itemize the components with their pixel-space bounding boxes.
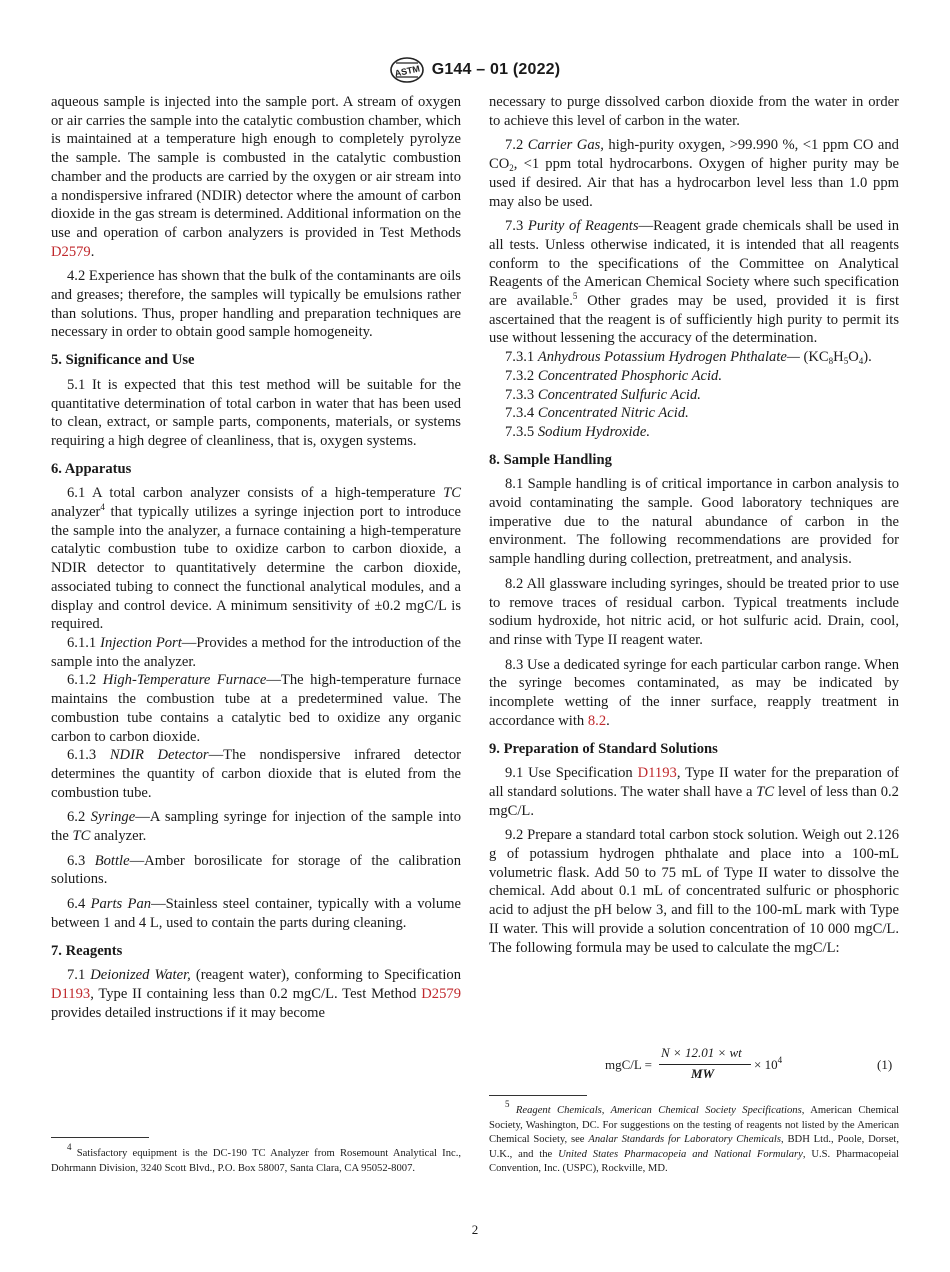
paragraph-6-2: 6.2 Syringe—A sampling syringe for injection of the sample into the TC analyzer. <box>51 809 462 845</box>
paragraph-7-2: 7.2 Carrier Gas, high-purity oxygen, >99.990 %, <1 ppm CO and $CO_2$, <1 ppm total hydrocarbons. Oxygen of higher purity may be used if desired. Air that has a hydrocarbon level less than 1.0 ppm may also be used. <box>489 137 899 210</box>
link-d1193[interactable]: D1193 <box>51 985 91 1002</box>
formula-equation-number: (1) <box>877 1057 893 1072</box>
footnote-divider-right <box>489 1095 587 1096</box>
heading-section-9: 9. Preparation of Standard Solutions <box>489 740 718 757</box>
footnote-4-marker[interactable]: 4 <box>100 502 105 513</box>
paragraph-6-1: 6.1 A total carbon analyzer consists of a high-temperature TC analyzer$^4$ that typically utilizes a syringe injection port to introduce the sample into the analyzer, a furnace containing a high-temperature catalytic combustion tube to oxidize carbon to carbon dioxide, a NDIR detector to quantitatively determine the carbon dioxide, associated tubing to connect the functional analytical modules, and a display and control device. A minimum sensitivity of ±0.2 mgC/L is required. <box>51 485 461 633</box>
heading-section-7: 7. Reagents <box>51 942 123 959</box>
paragraph-4-1-tail: aqueous sample is injected into the sample port. A stream of oxygen or air carries the sample into the catalytic combustion chamber, which is maintained at a temperature high enough to completely pyrolyze the sample. The sample is combusted in the catalytic combustion chamber and the products are carried by the oxygen or air stream into a nondispersive infrared (NDIR) detector where the amount of carbon dioxide in the gas stream is determined. Additional information on the use and operation of carbon analyzers is provided in Test Methods D2579. <box>51 94 461 260</box>
paragraph-6-4: 6.4 Parts Pan—Stainless steel container, typically with a volume between 1 and 4 L, used to contain the parts during cleaning. <box>51 896 461 931</box>
formula-denominator: MW <box>691 1066 715 1081</box>
page-header <box>0 56 950 84</box>
paragraph-7-3: 7.3 Purity of Reagents—Reagent grade chemicals shall be used in all tests. Unless otherwise indicated, it is intended that all reagents conform to the specifications of the Committee on Analytical Reagents of the American Chemical Society where such specification are available.$^5$ Other grades may be used, provided it is first ascertained that the reagent is of sufficiently high purity to permit its use without lessening the accuracy of the determination. <box>489 218 900 347</box>
paragraph-7-3-3: 7.3.3 Concentrated Sulfuric Acid. <box>505 386 701 403</box>
link-d2579[interactable]: D2579 <box>51 243 91 260</box>
paragraph-8-3: 8.3 Use a dedicated syringe for each particular carbon range. When the syringe becomes contaminated, as may be indicated by incomplete wetting of the inner surface, reapply treatment in accordance with 8.2. <box>489 656 899 729</box>
paragraph-9-1: 9.1 Use Specification D1193, Type II water for the preparation of all standard solutions. The water shall have a TC level of less than 0.2 mgC/L. <box>489 765 900 819</box>
right-column <box>489 93 899 963</box>
link-d2579-2[interactable]: D2579 <box>421 985 461 1002</box>
heading-section-8: 8. Sample Handling <box>489 451 612 468</box>
formula-fraction-bar <box>659 1064 751 1065</box>
svg-text:ASTM: ASTM <box>393 63 421 79</box>
paragraph-7-1: 7.1 Deionized Water, (reagent water), conforming to Specification D1193, Type II containing less than 0.2 mgC/L. Test Method D2579 provides detailed instructions if it may become <box>51 967 462 1021</box>
paragraph-7-1-tail: necessary to purge dissolved carbon dioxide from the water in order to achieve this level of carbon in the water. <box>489 94 899 129</box>
paragraph-6-1-3: 6.1.3 NDIR Detector—The nondispersive infrared detector determines the quantity of carbon dioxide that is eluted from the combustion tube. <box>51 747 461 801</box>
paragraph-8-1: 8.1 Sample handling is of critical importance in carbon analysis to avoid contaminating the sample. Good laboratory techniques are imperative due to the natural abundance of carbon in the environment. The following recommendations are provided for sample handling during collection, pretreatment, and analysis. <box>489 476 899 568</box>
astm-logo-icon <box>390 57 424 83</box>
link-d1193-2[interactable]: D1193 <box>637 765 677 782</box>
paragraph-9-2: 9.2 Prepare a standard total carbon stock solution. Weigh out 2.126 g of potassium hydrogen phthalate and place into a 100-mL volumetric flask. Add 50 to 75 mL of Type II water to dissolve the chemical. Add about 0.1 mL of concentrated sulfuric or phosphoric acid to adjust the pH below 3, and fill to the 100-mL mark with Type II water. This will provide a solution concentration of 10 000 mgC/L. The following formula may be used to calculate the mgC/L: <box>489 827 899 956</box>
paragraph-8-2: 8.2 All glassware including syringes, should be treated prior to use to remove traces of residual carbon. Typical treatments include sodium hydroxide, hot nitric acid, or hot sulfuric acid. Drain, cool, and rinse with Type II reagent water. <box>489 575 899 648</box>
page-number: 2 <box>471 1222 479 1237</box>
footnote-4: $^4$ Satisfactory equipment is the DC-190 TC Analyzer from Rosemount Analytical Inc., Dohrmann Division, 3240 Scott Blvd., P.O. Box 58007, Santa Clara, CA 95052-8007. <box>51 1142 461 1174</box>
document-designation: G144 – 01 (2022) <box>431 61 561 78</box>
equation-1 <box>489 1045 899 1085</box>
paragraph-7-3-1: 7.3.1 Anhydrous Potassium Hydrogen Phthalate— $(KC_8H_5O_4)$. <box>505 349 872 367</box>
paragraph-4-2: 4.2 Experience has shown that the bulk of the contaminants are oils and greases; therefore, the samples will typically be emulsions rather than solutions. Thus, proper handling and preparation techniques are necessary in order to obtain good sample homogeneity. <box>51 268 461 341</box>
formula-lhs: mgC/L = <box>605 1057 652 1072</box>
link-section-8-2[interactable]: 8.2 <box>587 712 607 729</box>
paragraph-7-3-2: 7.3.2 Concentrated Phosphoric Acid. <box>505 367 722 384</box>
footnote-5: $^5$ Reagent Chemicals, American Chemical Society Specifications, American Chemical Society, Washington, DC. For suggestions on the testing of reagents not listed by the American Chemical Society, see Analar Standards for Laboratory Chemicals, BDH Ltd., Poole, Dorset, U.K., and the United States Pharmacopeia and National Formulary, U.S. Pharmacopeial Convention, Inc. (USPC), Rockville, MD. <box>489 1099 899 1175</box>
paragraph-7-3-4: 7.3.4 Concentrated Nitric Acid. <box>505 405 689 422</box>
left-column <box>51 93 461 1028</box>
paragraph-7-3-5: 7.3.5 Sodium Hydroxide. <box>505 423 650 440</box>
paragraph-6-1-2: 6.1.2 High-Temperature Furnace—The high-temperature furnace maintains the combustion tube at a predetermined value. The combustion tube contains a catalytic bed to oxidize any organic carbon to carbon dioxide. <box>51 672 461 745</box>
footnote-5-marker[interactable]: 5 <box>572 291 578 302</box>
footnote-divider-left <box>51 1137 149 1138</box>
formula-numerator: N × 12.01 × wt <box>661 1045 742 1060</box>
paragraph-6-1-1: 6.1.1 Injection Port—Provides a method for the introduction of the sample into the analyzer. <box>51 634 462 670</box>
heading-section-6: 6. Apparatus <box>51 460 132 477</box>
paragraph-5-1: 5.1 It is expected that this test method will be suitable for the quantitative determination of total carbon in water that has been used to clean, extract, or sample parts, components, materials, or systems requiring a high degree of cleanliness, that is, oxygen systems. <box>51 376 461 449</box>
formula-multiplier: × $10^4$ <box>754 1055 783 1072</box>
heading-section-5: 5. Significance and Use <box>51 352 195 369</box>
paragraph-6-3: 6.3 Bottle—Amber borosilicate for storage of the calibration solutions. <box>51 852 461 888</box>
